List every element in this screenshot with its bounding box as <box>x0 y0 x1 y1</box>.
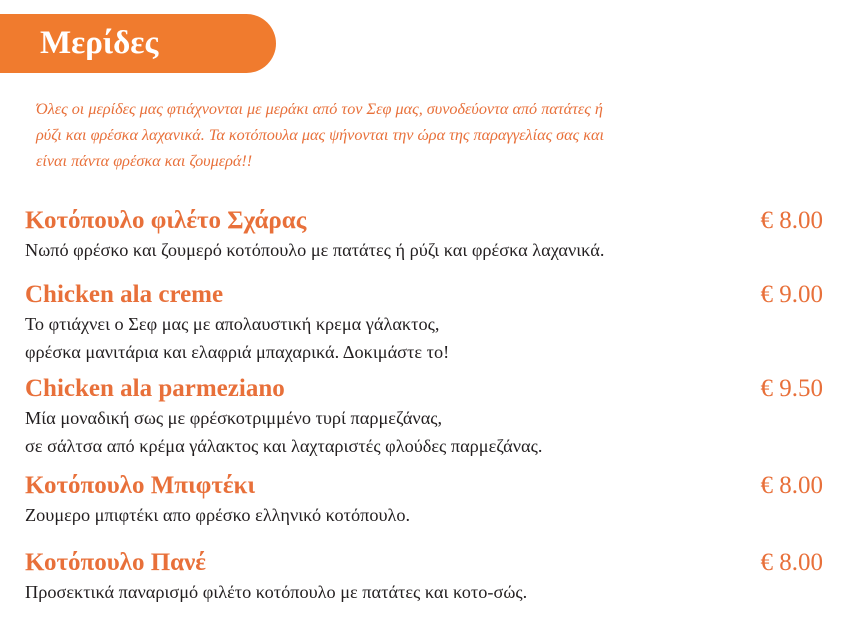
menu-item-description: Ζουμερο μπιφτέκι απο φρέσκο ελληνικό κοτόπουλο. <box>25 505 411 525</box>
menu-item-price: € 8.00 <box>760 549 823 576</box>
menu-item <box>25 206 823 264</box>
menu-item-price: € 8.00 <box>760 207 823 234</box>
menu-item-price: € 9.50 <box>760 375 823 402</box>
menu-item-name: Chicken ala creme <box>25 281 224 308</box>
menu-item-description: Νωπό φρέσκο και ζουμερό κοτόπουλο με πατάτες ή ρύζι και φρέσκα λαχανικά. <box>25 240 605 260</box>
menu-item-header <box>25 280 823 310</box>
section-header-tab <box>0 14 276 73</box>
intro-text: Όλες οι μερίδες μας φτιάχνονται με μεράκι από τον Σεφ μας, συνοδεύοντα από πατάτες ή ρύζι και φρέσκα λαχανικά. Τα κοτόπουλα μας ψήνονται την ώρα της παραγγελίας σας και είναι πάντα φρέσκα και ζουμερά!! <box>36 100 605 170</box>
menu-item <box>25 374 823 460</box>
menu-item-name: Κοτόπουλο φιλέτο Σχάρας <box>25 207 307 234</box>
menu-item <box>25 280 823 366</box>
menu-item-description: Προσεκτικά παναρισμό φιλέτο κοτόπουλο με πατάτες και κοτο-σώς. <box>25 582 528 602</box>
menu-item <box>25 471 823 529</box>
menu-item-header <box>25 471 823 501</box>
menu-item-name: Chicken ala parmeziano <box>25 375 285 402</box>
menu-item-price: € 8.00 <box>760 472 823 499</box>
section-title: Μερίδες <box>40 25 159 61</box>
menu-item-price: € 9.00 <box>760 281 823 308</box>
menu-item-name: Κοτόπουλο Πανέ <box>25 549 206 576</box>
menu-item-header <box>25 374 823 404</box>
menu-item <box>25 548 823 606</box>
menu-item-header <box>25 548 823 578</box>
menu-item-description: Το φτιάχνει ο Σεφ μας με απολαυστική κρεμα γάλακτος, φρέσκα μανιτάρια και ελαφριά μπαχαρικά. Δοκιμάστε το! <box>25 314 450 362</box>
menu-item-name: Κοτόπουλο Μπιφτέκι <box>25 472 256 499</box>
menu-item-description: Μία μοναδική σως με φρέσκοτριμμένο τυρί παρμεζάνας, σε σάλτσα από κρέμα γάλακτος και λαχταριστές φλούδες παρμεζάνας. <box>25 408 543 456</box>
menu-item-header <box>25 206 823 236</box>
